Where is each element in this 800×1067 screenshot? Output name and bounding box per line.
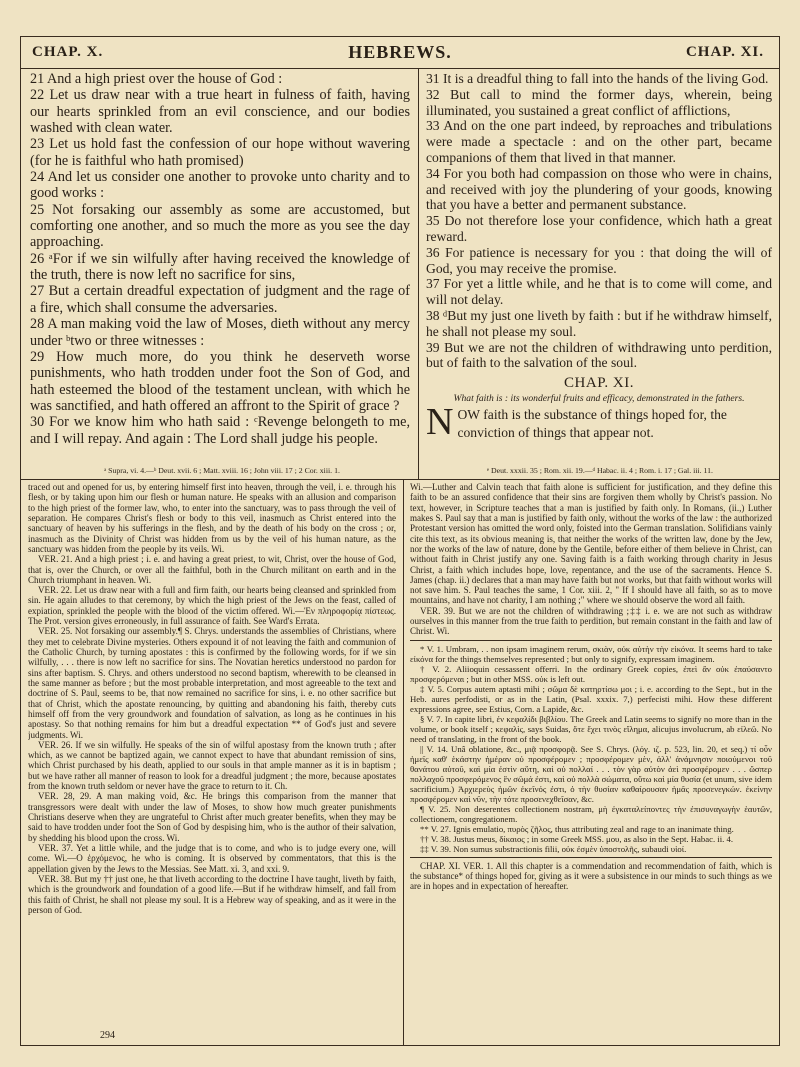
verse: 28 A man making void the law of Moses, dieth without any mercy under ᵇtwo or three witnesses : [30, 316, 410, 349]
verse: 31 It is a dreadful thing to fall into the hands of the living God. [426, 71, 769, 86]
verse: 33 And on the one part indeed, by reproaches and tribulations were made a spectacle : and on the other part, became companions of them that lived in that manner. [426, 118, 772, 165]
commentary-paragraph: VER. 38. But my †† just one, he that liveth according to the doctrine I have taught, liveth by faith, which is the groundwork and foundation of a good life.—But if he withdraw himself, and fall from this faith of Christ, he shall not please my soul. It is a Hebrew way of speaking, and as it were in the person of God. [28, 873, 396, 915]
column-divider-bottom [403, 479, 404, 1046]
verse: 37 For yet a little while, and he that is to come will come, and will not delay. [426, 276, 772, 308]
greek-note: ¶ V. 25. Non deserentes collectionem nostram, μὴ ἐγκαταλείποντες τὴν ἐπισυναγωγὴν ἑαυτῶν, collectionem, congregationem. [410, 803, 772, 824]
header-left-chapter: CHAP. X. [32, 44, 104, 60]
verse: OW faith is the substance of things hoped for, the conviction of things that appear not. [457, 407, 727, 441]
commentary-paragraph: VER. 37. Yet a little while, and the judge that is to come, and who is to judge every one, will come. Wi.—O ἐρχόμενος, he who is coming. It is observed by commentators, that this is the appellation given by the Jews to the Messias. See Matt. xi. 3, and xxi. 9. [28, 842, 396, 874]
chapter-first-verse [426, 401, 772, 444]
verse: 36 For patience is necessary for you : that doing the will of God, you may receive the promise. [426, 244, 772, 276]
header-rule [20, 68, 780, 69]
commentary-paragraph: traced out and opened for us, by entering himself first into heaven, through the veil, i. e. through his flesh, or by taking upon him our flesh or human nature. He speaks with an allusion and comparison to the high priest of the former law, who, to enter into the sanctuary, was to pass through the veil of separation. He compares Christ's flesh or body to this veil, inasmuch as Christ entered into the sanctuary of heaven by his sufferings in the flesh, and by the death of his body on the cross ; or, inasmuch as the Divinity of Christ was hidden from us by the veil of his human nature, as the sanctuary was hidden from the people by its veils. Wi. [28, 482, 396, 554]
commentary-paragraph: VER. 28, 29. A man making void, &c. He brings this comparison from the manner that transgressors were dealt with under the law of Moses, to show how much greater punishments Christians deserve when they are ungrateful to Christ after much greater benefits, when they may be said to have trodden under foot the Son of God by despising him, who is the author of their salvation, by shedding his blood upon the cross. Wi. [28, 791, 396, 843]
verse: 25 Not forsaking our assembly as some are accustomed, but comforting one another, and so much the more as you see the day approaching. [30, 201, 410, 251]
verse: 39 But we are not the children of withdrawing unto perdition, but of faith to the salvation of the soul. [426, 339, 772, 371]
greek-note: * V. 1. Umbram, . . non ipsam imaginem rerum, σκιὰν, οὐκ αὐτὴν τὴν εἰκόνα. It seems hard to take εἰκόνα for the things themselves represented ; but only to signify, expressam imaginem. [410, 643, 772, 664]
header-book-title: HEBREWS. [348, 42, 452, 62]
verse: 26 ᵃFor if we sin wilfully after having received the knowledge of the truth, there is now left no sacrifice for sins, [30, 250, 410, 284]
verse: 24 And let us consider one another to provoke unto charity and to good works : [30, 169, 410, 202]
greek-note: ‡‡ V. 39. Non sumus substractionis filii, οὐκ ἐσμὲν ὑποστολῆς, subaudi υἱοί. [420, 843, 687, 854]
commentary-paragraph: VER. 25. Not forsaking our assembly.¶ S. Chrys. understands the assemblies of Christians, where they met to celebrate Divine mysteries. Others expound it of not leaving the faith and communion of the Catholic Church, by turning apostates : this is confirmed by the following words, for if we sin wilfully, . . . there is now left no sacrifice for sins. The Novatian heretics understood no pardon for sins after baptism. S. Chrys. and others understood no second baptism, wherewith to be cleansed in the same manner as before ; but the most probable interpretation, and most agreeable to the text and doctrine of S. Paul, seems to be, that now remained no sacrifice for sins, i. e. no other sacrifice but that of Christ, which the apostate renouncing, by quitting and abandoning his faith, thereby cuts himself off from the very groundwork and foundation of salvation, as long as he continues in his apostasy. So that nothing remains for him but a dreadful expectation ** of God's just and severe judgments. Wi. [28, 626, 396, 740]
chapter-title: CHAP. XI. [564, 375, 634, 392]
header-right-chapter: CHAP. XI. [685, 44, 764, 60]
cross-references-left: ᵃ Supra, vi. 4.—ᵇ Deut. xvii. 6 ; Matt. xviii. 16 ; John viii. 17 ; 2 Cor. xiii. 1. [104, 466, 340, 475]
greek-note: † V. 2. Aliioquin cessassent offerri. In the ordinary Greek copies, ἐπεὶ ἂν οὐκ ἐπαύσαντο προσφερόμεναι ; but in other MSS. οὐκ is left out. [410, 663, 772, 684]
verse: 38 ᵈBut my just one liveth by faith : but if he withdraw himself, he shall not please my soul. [426, 307, 772, 339]
greek-note: § V. 7. In capite libri, ἐν κεφαλίδι βιβλίου. The Greek and Latin seems to signify no more than in the volume, or book itself ; κεφαλὶς, says Suidas, ὅτε ἔχει τινὸς εἴλημα, alicujus involucrum, ab εἰλεῶ. No need of translating, in the front of the book. [410, 713, 772, 744]
drop-cap: N [426, 401, 454, 444]
verse: 27 But a certain dreadful expectation of judgment and the rage of a fire, which shall consume the adversaries. [30, 283, 410, 316]
notes-divider [410, 640, 772, 641]
verse: 32 But call to mind the former days, wherein, being illuminated, you sustained a great conflict of afflictions, [426, 86, 772, 118]
notes-divider [410, 857, 772, 858]
commentary-paragraph: VER. 26. If we sin wilfully. He speaks of the sin of wilful apostasy from the known truth ; after which, as we cannot be baptized again, we cannot expect to have that abundant remission of sins, which Christ purchased by his death, applied to our souls in that ample manner as it is in baptism ; but we have rather all manner of reason to look for a dreadful judgment ; the more, because apostates from the known truth seldom or never have the grace to return to it. Ch. [28, 739, 396, 792]
greek-note: || V. 14. Unâ oblatione, &c., μιᾷ προσφορᾷ. See S. Chrys. (λόγ. ιζ. p. 523, lin. 20, et seq.) τί οὖν ἡμεῖς καθ' ἑκάστην ἡμέραν οὐ προσφέρομεν ; προσφέρομεν μὲν, ἀλλ' ἀνάμνησιν ποιούμενοι τοῦ θανάτου αὐτοῦ, καὶ μία ἐστὶν αὕτη, καὶ οὐ πολλαί . . . τὸν γὰρ αὐτὸν ἀεὶ προσφέρομεν . . . ὥσπερ πολλαχοῦ προσφερόμενος ἓν σῶμά ἐστι, καὶ οὐ πολλὰ σώματα, οὕτω καὶ μία θυσία (et unum, sive idem sacrificium.) Ἀρχιερεὺς ἡμῶν ἐκεῖνός ἐστι, ὁ τὴν θυσίαν καθαίρουσαν ἡμᾶς προσενεγκών. ἐκείνην προσφέρομεν καὶ νῦν, τὴν τότε προσενεχθεῖσαν, &c. [410, 743, 772, 804]
greek-note: ** V. 27. Ignis emulatio, πυρὸς ζῆλος, thus attributing zeal and rage to an inanimate thing. [420, 823, 734, 834]
commentary-right [410, 482, 772, 1042]
cross-references-right: ᵉ Deut. xxxii. 35 ; Rom. xii. 19.—ᵈ Habac. ii. 4 ; Rom. i. 17 ; Gal. iii. 11. [487, 466, 713, 475]
commentary-paragraph: VER. 22. Let us draw near with a full and firm faith, our hearts being cleansed and sprinkled from sin. He again alludes to that ceremony, by which the high priest of the Jews on the feast, called of expiation, sprinkled the people with the blood of the victim offered. Wi.—Ἐν πληροφορίᾳ πίστεως. The Prot. version gives erroneously, in full assurance of faith. See Ward's Errata. [28, 585, 396, 627]
greek-note: ‡ V. 5. Corpus autem aptasti mihi ; σῶμα δὲ κατηρτίσω μοι ; i. e. according to the Sept., but in the Heb. aures perfodisti, or as in the Latin, (Psal. xxxix. 7,) perfecisti mihi. How these different expressions agree, see Estius, Corn. a Lapide, &c. [410, 683, 772, 714]
verse: 34 For you both had compassion on those who were in chains, and received with joy the plundering of your goods, knowing that you have a better and permanent substance. [426, 165, 772, 213]
page-number: 294 [100, 1030, 115, 1041]
commentary-paragraph: Wi.—Luther and Calvin teach that faith alone is sufficient for justification, and they define this faith to be an assured confidence that their sins are forgiven them wholly by Christ's passion. No text, however, in Scripture teaches that a man is justified by faith only. In Romans, (ii.,) Luther makes S. Paul say that a man is justified by faith only, without the works of the law : the authorized Protestant version has omitted the word only, foisted into the German translation. Solifidians vainly cite this text, as its obvious meaning is, that neither the works of the written law, done by the Jew, nor the works of the law of nature, done by the Gentile, before either of them believe in Christ, can without faith in Christ justify any one. Saving faith is a faith working through charity in Jesus Christ, a faith which includes hope, love, repentance, and the use of the sacraments. Hence S. James (chap. ii.) declares that a man may have faith but not works, but that faith without works will not save him. S. Paul teaches the same, 1 Cor. xiii. 2, " If I should have all faith, so as to move mountains, and have not charity, I am nothing ;" where we should observe the word all faith. [410, 482, 772, 606]
chapter-summary: What faith is : its wonderful fruits and efficacy, demonstrated in the fathers. [453, 393, 745, 405]
right-verse-column [426, 71, 772, 465]
commentary-rule [20, 479, 780, 480]
greek-notes [410, 644, 772, 854]
column-divider-top [418, 68, 419, 480]
verse: 21 And a high priest over the house of God : [30, 71, 283, 87]
verse: 30 For we know him who hath said : ᶜRevenge belongeth to me, and I will repay. And again : The Lord shall judge his people. [30, 414, 410, 447]
chapter-commentary: CHAP. XI. VER. 1. All this chapter is a commendation and recommendation of faith, which is the substance* of things hoped for, giving as it were a subsistence in our minds to such things as we are in hopes and in expectation of hereafter. [410, 860, 772, 892]
left-verse-column [30, 71, 410, 463]
commentary-left [28, 482, 396, 1030]
commentary-paragraph: VER. 39. But we are not the children of withdrawing ;‡‡ i. e. we are not such as withdraw ourselves in this manner from the true faith to perdition, but remain constant in the faith and law of Christ. Wi. [410, 605, 772, 637]
verse: 29 How much more, do you think he deserveth worse punishments, who hath trodden under foot the Son of God, and hath esteemed the blood of the testament unclean, with which he was sanctified, and hath offered an affront to the Spirit of grace ? [30, 348, 410, 414]
verse: 22 Let us draw near with a true heart in fulness of faith, having our hearts sprinkled from an evil conscience, and our bodies washed with clean water. [30, 87, 410, 137]
running-header [32, 40, 768, 66]
commentary-paragraph: VER. 21. And a high priest ; i. e. and having a great priest, to wit, Christ, over the house of God, that is, over the Church, or over all the faithful, both in the Church militant on earth and in the Church triumphant in heaven. Wi. [28, 554, 396, 585]
verse: 23 Let us hold fast the confession of our hope without wavering (for he is faithful who hath promised) [30, 136, 410, 169]
verse: 35 Do not therefore lose your confidence, which hath a great reward. [426, 213, 772, 244]
greek-note: †† V. 38. Justus meus, δίκαιος ; in some Greek MSS. μου, as also in the Sept. Habac. ii. 4. [420, 833, 733, 844]
